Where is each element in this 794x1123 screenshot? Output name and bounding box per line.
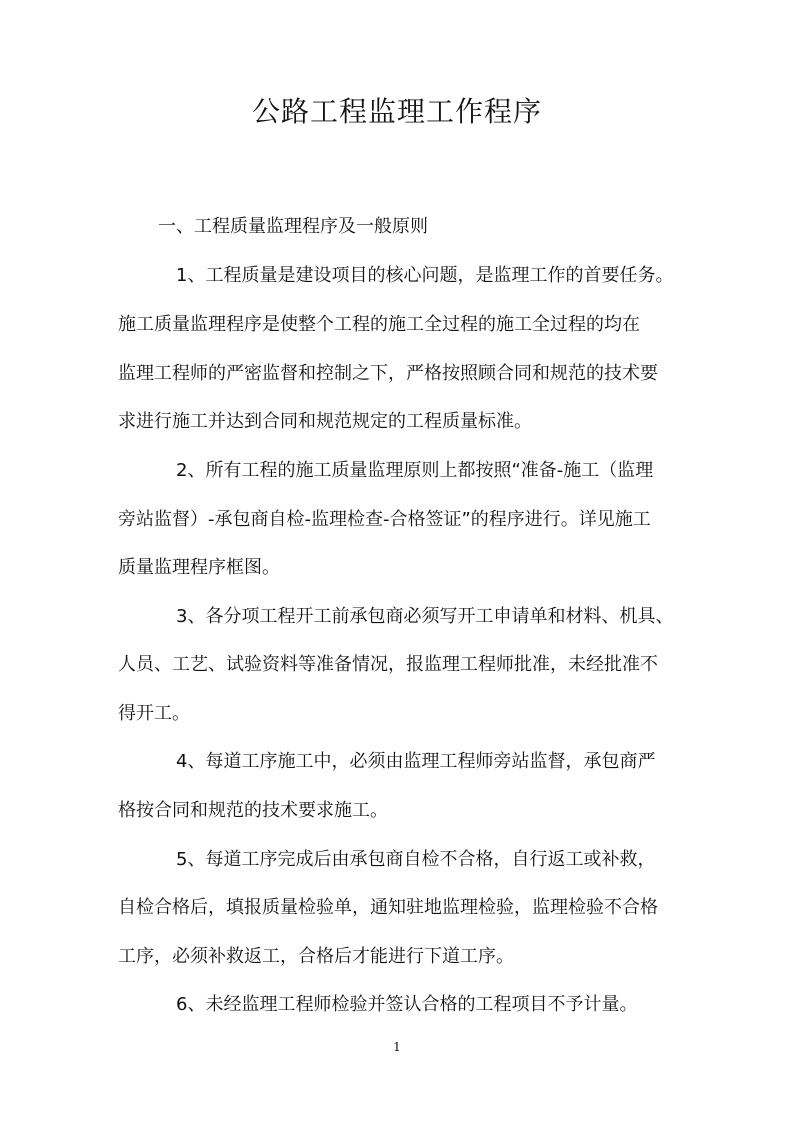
paragraph-line: 监理工程师的严密监督和控制之下，严格按照顾合同和规范的技术要 — [118, 363, 658, 384]
paragraph-line: 质量监理程序框图。 — [118, 557, 280, 578]
document-title: 公路工程监理工作程序 — [251, 95, 542, 128]
paragraph-line: 得开工。 — [118, 703, 190, 724]
paragraph-line: 格按合同和规范的技术要求施工。 — [118, 800, 388, 821]
paragraph-line: 旁站监督）-承包商自检-监理检查-合格签证”的程序进行。详见施工 — [118, 509, 651, 530]
paragraph-line: 人员、工艺、试验资料等准备情况，报监理工程师批准，未经批准不 — [118, 654, 658, 675]
paragraph-line: 1、工程质量是建设项目的核心问题，是监理工作的首要任务。 — [176, 265, 674, 286]
paragraph-line: 6、未经监理工程师检验并签认合格的工程项目不予计量。 — [176, 994, 638, 1015]
paragraph-line: 2、所有工程的施工质量监理原则上都按照“准备-施工（监理 — [176, 460, 654, 481]
paragraph-line: 施工质量监理程序是使整个工程的施工全过程的施工全过程的均在 — [118, 314, 640, 335]
paragraph-line: 5、每道工序完成后由承包商自检不合格，自行返工或补救， — [176, 849, 656, 870]
section-heading: 一、工程质量监理程序及一般原则 — [158, 216, 428, 237]
page-number: 1 — [393, 1040, 401, 1054]
paragraph-line: 求进行施工并达到合同和规范规定的工程质量标准。 — [118, 411, 532, 432]
paragraph-line: 3、各分项工程开工前承包商必须写开工申请单和材料、机具、 — [176, 606, 674, 627]
paragraph-line: 自检合格后，填报质量检验单，通知驻地监理检验，监理检验不合格 — [118, 897, 658, 918]
paragraph-line: 4、每道工序施工中，必须由监理工程师旁站监督，承包商严 — [176, 751, 656, 772]
paragraph-line: 工序，必须补救返工，合格后才能进行下道工序。 — [118, 946, 514, 967]
